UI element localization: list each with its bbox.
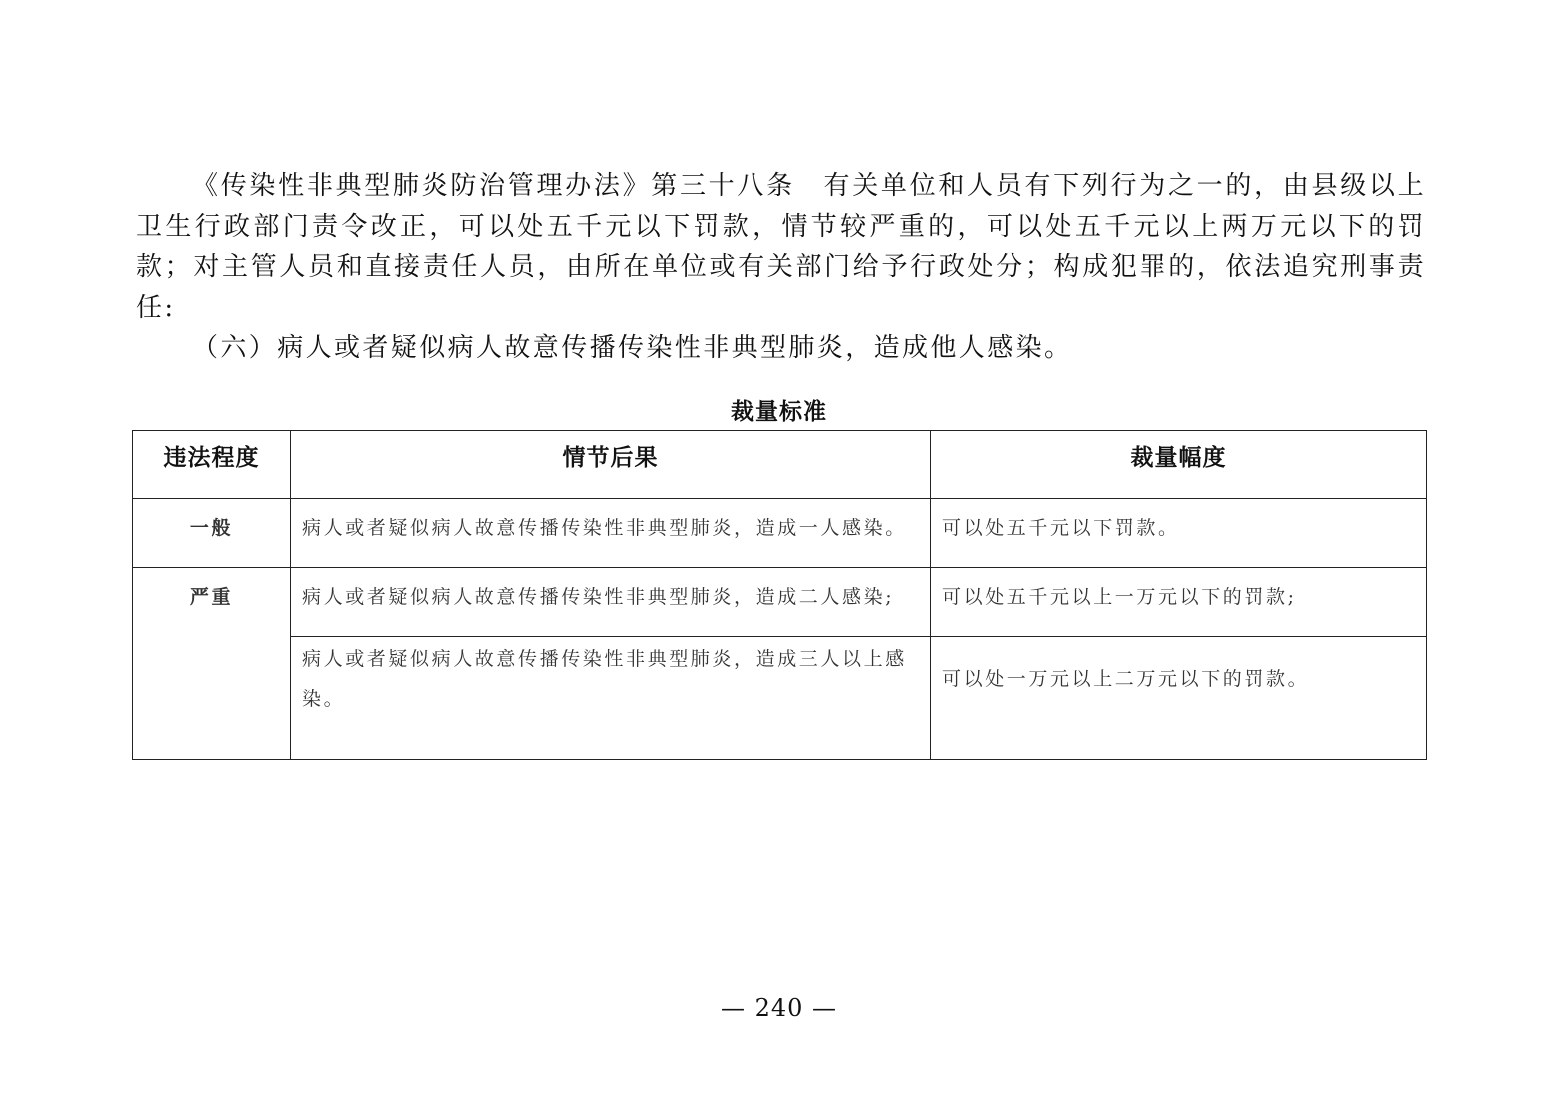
header-violation-level: 违法程度 — [133, 431, 291, 499]
table-title: 裁量标准 — [731, 399, 827, 425]
article-clause: （六）病人或者疑似病人故意传播传染性非典型肺炎，造成他人感染。 — [192, 333, 1073, 363]
circumstance-cell: 病人或者疑似病人故意传播传染性非典型肺炎，造成二人感染; — [291, 568, 931, 637]
circumstance-cell: 病人或者疑似病人故意传播传染性非典型肺炎，造成三人以上感染。 — [291, 637, 931, 760]
table-row — [133, 568, 1427, 637]
level-cell: 严重 — [133, 568, 291, 760]
range-cell: 可以处一万元以上二万元以下的罚款。 — [931, 637, 1427, 760]
level-cell: 一般 — [133, 499, 291, 568]
range-cell: 可以处五千元以上一万元以下的罚款; — [931, 568, 1427, 637]
table-row — [133, 637, 1427, 760]
range-cell: 可以处五千元以下罚款。 — [931, 499, 1427, 568]
page-number: — 240 — — [720, 994, 838, 1022]
header-discretion-range: 裁量幅度 — [931, 431, 1427, 499]
article-citation: 《传染性非典型肺炎防治管理办法》第三十八条 有关单位和人员有下列行为之一的，由县级以上卫生行政部门责令改正，可以处五千元以下罚款，情节较严重的，可以处五千元以上两万元以下的罚款；对主管人员和直接责任人员，由所在单位或有关部门给予行政处分；构成犯罪的，依法追究刑事责任: — [136, 171, 1426, 323]
table-header-row — [133, 431, 1427, 499]
table-row — [133, 499, 1427, 568]
discretion-standard-table — [132, 430, 1427, 760]
header-circumstance: 情节后果 — [291, 431, 931, 499]
article-text — [136, 166, 1426, 369]
circumstance-cell: 病人或者疑似病人故意传播传染性非典型肺炎，造成一人感染。 — [291, 499, 931, 568]
